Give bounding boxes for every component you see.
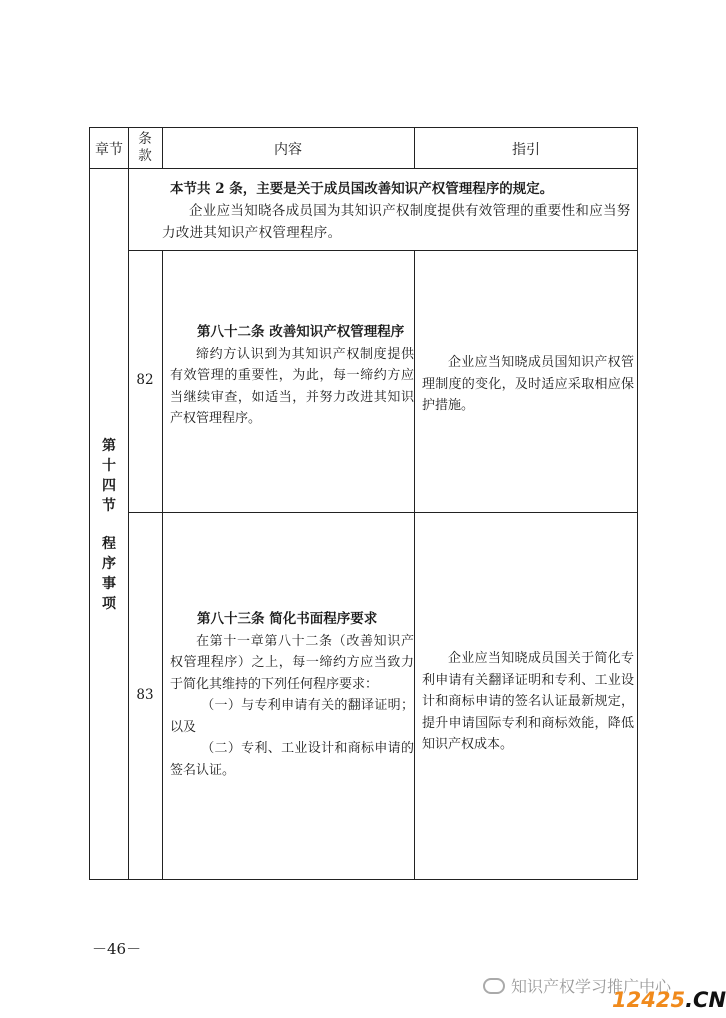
section-char: 程 bbox=[102, 536, 116, 552]
brand-domain: .CN bbox=[685, 988, 726, 1012]
header-guide: 指引 bbox=[512, 142, 540, 158]
section-char: 第 bbox=[102, 438, 116, 454]
brand-number: 12425 bbox=[612, 988, 686, 1012]
section-number bbox=[90, 436, 128, 516]
wechat-icon bbox=[483, 978, 505, 994]
header-article bbox=[128, 131, 162, 165]
header-chapter: 章节 bbox=[95, 142, 123, 158]
section-char: 事 bbox=[102, 576, 116, 592]
section-char: 节 bbox=[102, 498, 116, 514]
intro-summary: 本节共 2 条，主要是关于成员国改善知识产权管理程序的规定。 bbox=[170, 181, 554, 197]
brand-logo bbox=[612, 988, 726, 1012]
header-content: 内容 bbox=[274, 142, 302, 158]
section-char: 序 bbox=[102, 556, 116, 572]
article-item: （一）与专利申请有关的翻译证明；以及 bbox=[170, 698, 414, 735]
section-intro bbox=[162, 178, 636, 244]
guide-text: 企业应当知晓成员国关于简化专利申请有关翻译证明和专利、工业设计和商标申请的签名认证最新规定，提升申请国际专利和商标效能，降低知识产权成本。 bbox=[422, 651, 634, 752]
article-content bbox=[170, 609, 414, 781]
content-table bbox=[89, 127, 638, 880]
section-title bbox=[90, 534, 128, 614]
guide-text: 企业应当知晓成员国知识产权管理制度的变化，及时适应采取相应保护措施。 bbox=[422, 355, 634, 413]
section-char: 四 bbox=[102, 478, 116, 494]
article-item: （二）专利、工业设计和商标申请的签名认证。 bbox=[170, 741, 414, 778]
article-guide bbox=[422, 648, 634, 756]
watermark-text: 知识产权学习推广中心 bbox=[511, 977, 672, 996]
section-char: 项 bbox=[102, 596, 116, 612]
article-title: 第八十三条 简化书面程序要求 bbox=[197, 611, 378, 627]
article-paragraph: 缔约方认识到为其知识产权制度提供有效管理的重要性，为此，每一缔约方应当继续审查，如适当，并努力改进其知识产权管理程序。 bbox=[170, 346, 414, 426]
article-number: 82 bbox=[136, 372, 154, 388]
page-number: －46－ bbox=[92, 940, 142, 958]
header-article-text: 条款 bbox=[138, 131, 152, 164]
article-content bbox=[170, 322, 414, 430]
article-guide bbox=[422, 352, 634, 417]
section-char: 十 bbox=[102, 458, 116, 474]
article-paragraph: 在第十一章第八十二条（改善知识产权管理程序）之上，每一缔约方应当致力于简化其维持的下列任何程序要求： bbox=[170, 633, 414, 692]
intro-text: 企业应当知晓各成员国为其知识产权制度提供有效管理的重要性和应当努力改进其知识产权管理程序。 bbox=[162, 203, 631, 241]
article-title: 第八十二条 改善知识产权管理程序 bbox=[197, 324, 405, 340]
article-number: 83 bbox=[136, 687, 154, 703]
